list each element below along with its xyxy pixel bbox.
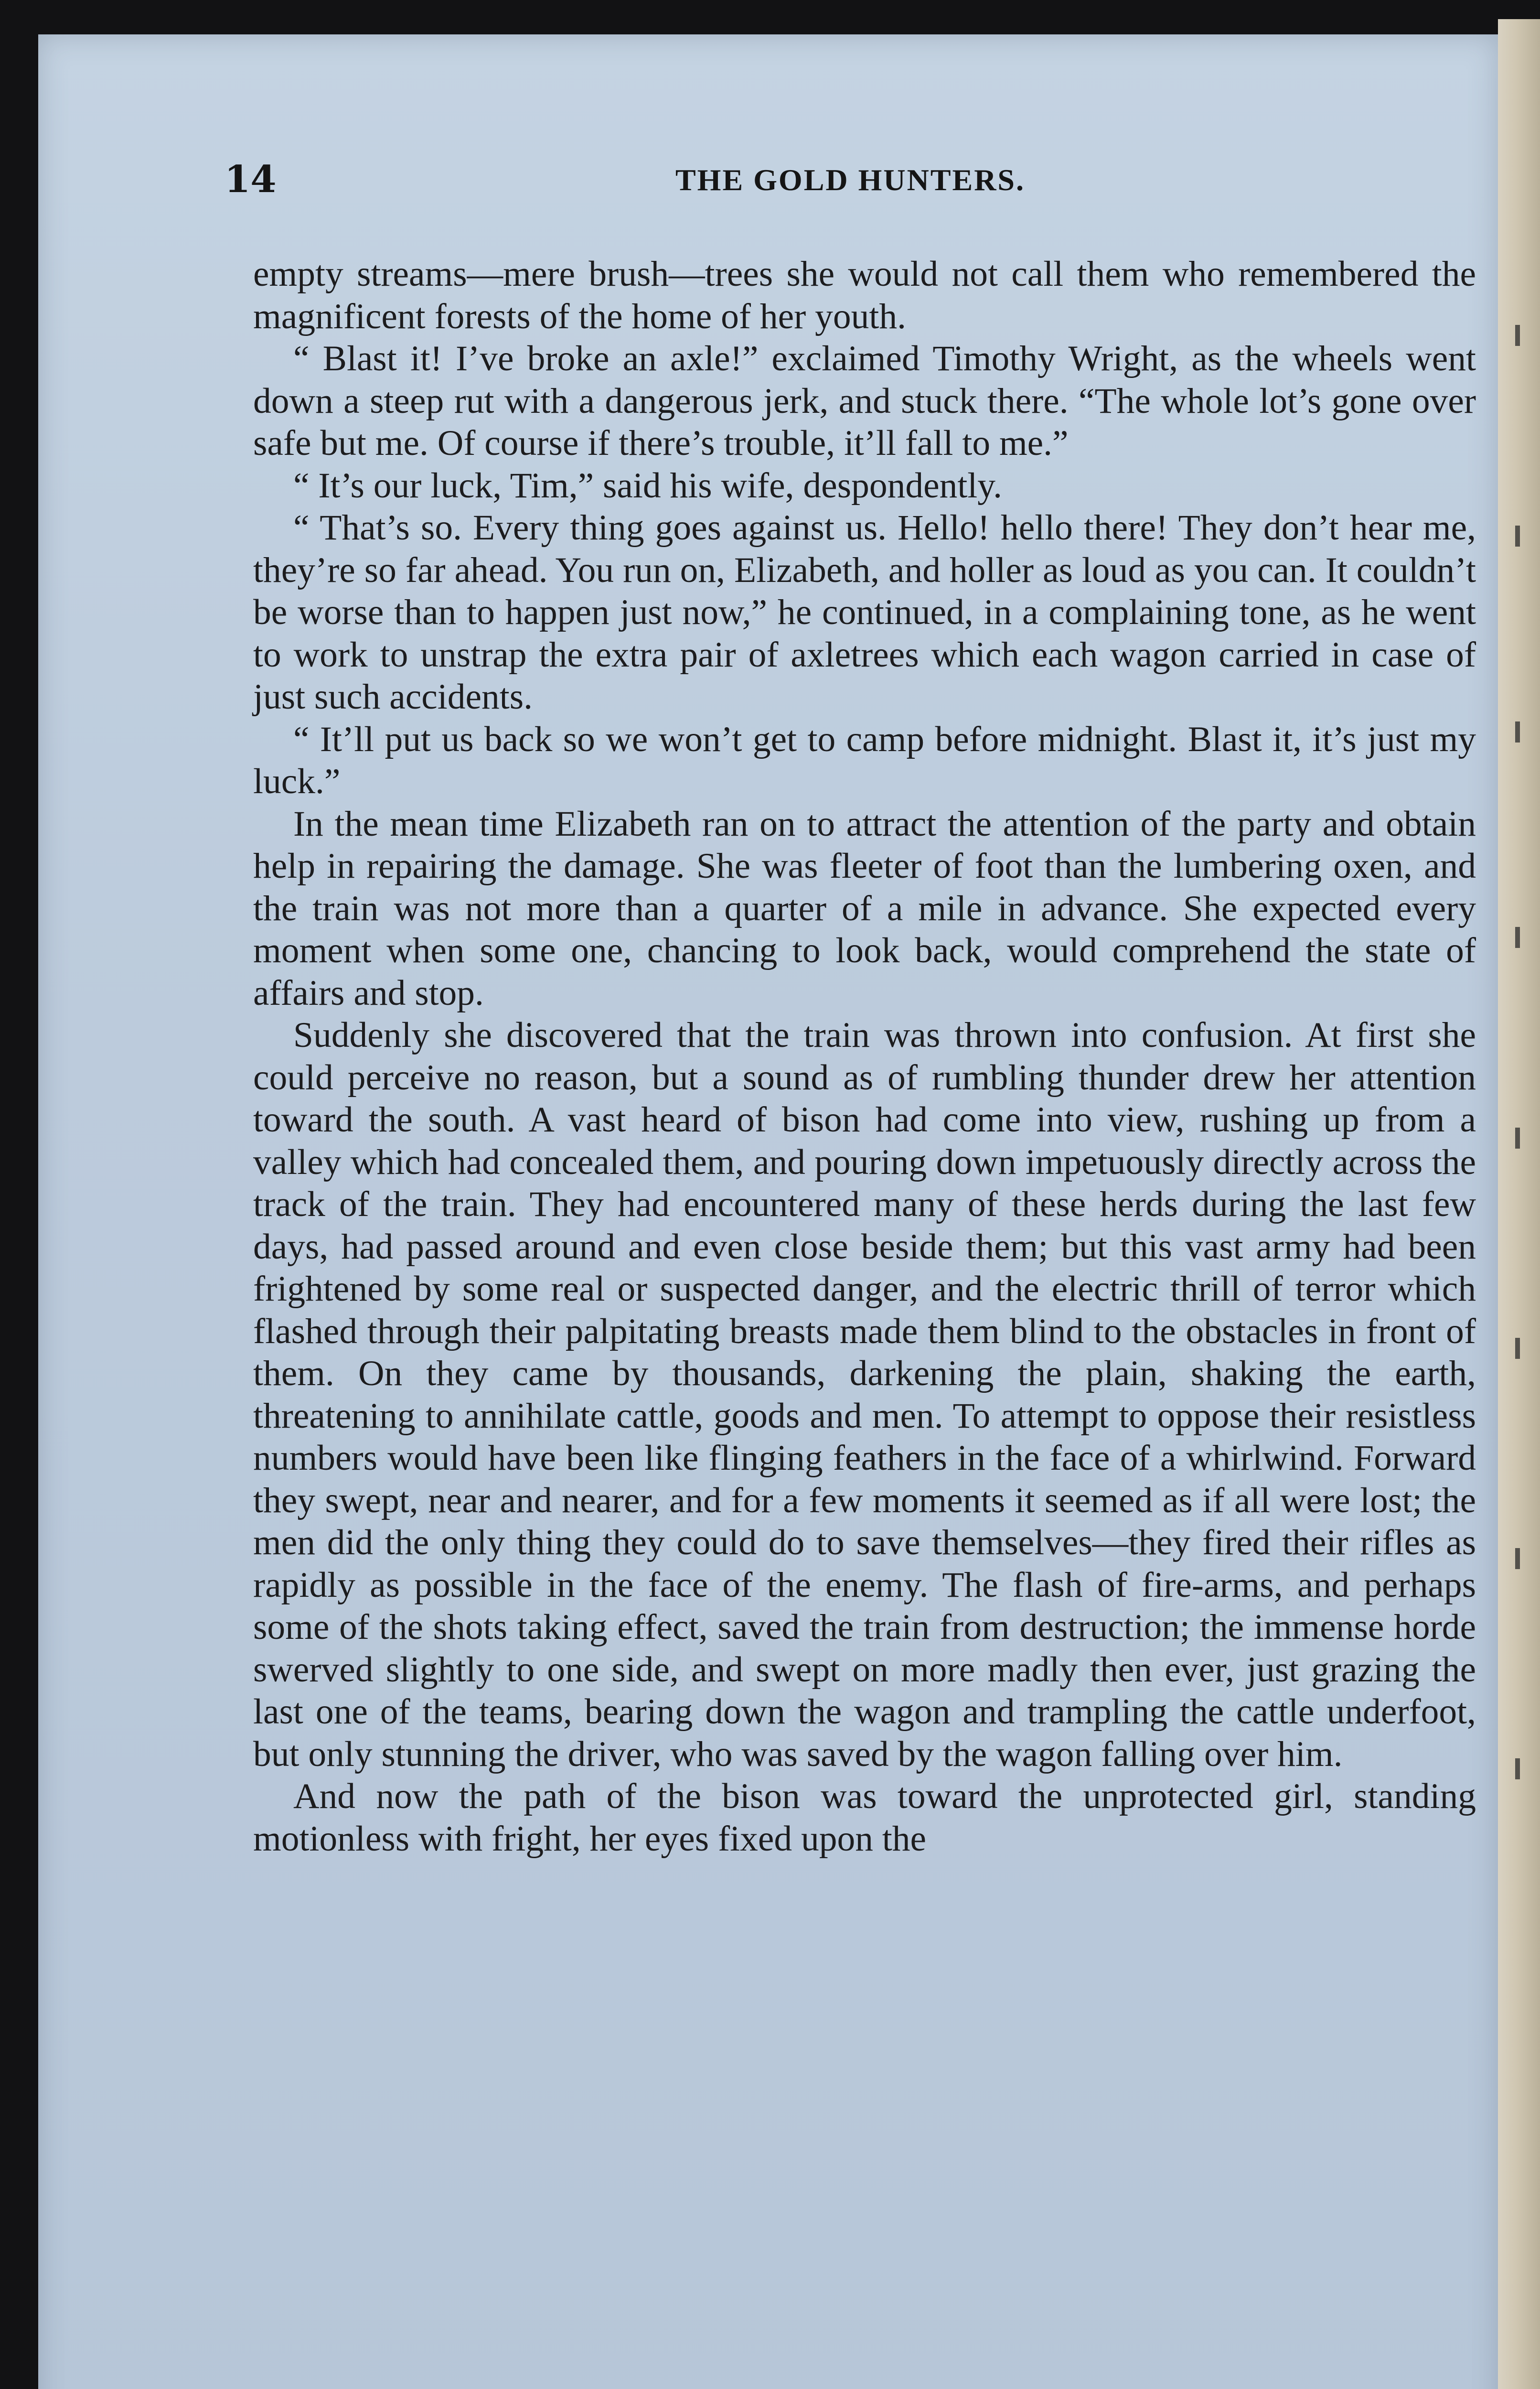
paragraph: empty streams—mere brush—trees she would not call them who remembered the magnificent forests of the home of her youth. [253, 254, 1476, 336]
edge-glyph [1515, 1128, 1520, 1149]
edge-glyph [1515, 721, 1520, 743]
page-number: 14 [225, 158, 277, 201]
paragraph: “ That’s so. Every thing goes against us. Hello! hello there! They don’t hear me, they’re so far ahead. You run on, Elizabeth, and holler as loud as you can. It couldn’t be worse than to happen just now,” he continued, in a complaining tone, as he went to work to unstrap the extra pair of axletrees which each wagon carried in case of just such accidents. [253, 508, 1476, 717]
edge-glyph [1515, 1338, 1520, 1359]
paragraph: “ It’ll put us back so we won’t get to camp before midnight. Blast it, it’s just my luck.” [253, 719, 1476, 801]
edge-glyph [1515, 1548, 1520, 1569]
paragraph: And now the path of the bison was toward the unprotected girl, standing motionless with fright, her eyes fixed upon the [253, 1776, 1476, 1859]
running-title: THE GOLD HUNTERS. [675, 163, 1026, 197]
edge-glyph [1515, 1758, 1520, 1779]
edge-glyph [1515, 927, 1520, 948]
page-header [225, 158, 1476, 210]
adjacent-page-edge [1498, 19, 1540, 2389]
paragraph: “ Blast it! I’ve broke an axle!” exclaimed Timothy Wright, as the wheels went down a steep rut with a dangerous jerk, and stuck there. “The whole lot’s gone over safe but me. Of course if there’s trouble, it’ll fall to me.” [253, 339, 1476, 463]
paragraph: Suddenly she discovered that the train was thrown into confusion. At first she could perceive no reason, but a sound as of rumbling thunder drew her attention toward the south. A vast heard of bison had come into view, rushing up from a valley which had concealed them, and pouring down impetuously directly across the track of the train. They had encountered many of these herds during the last few days, had passed around and even close beside them; but this vast army had been frightened by some real or suspected danger, and the electric thrill of terror which flashed through their palpitating breasts made them blind to the obstacles in front of them. On they came by thousands, darkening the plain, shaking the earth, threatening to annihilate cattle, goods and men. To attempt to oppose their resistless numbers would have been like flinging feathers in the face of a whirlwind. Forward they swept, near and nearer, and for a few moments it seemed as if all were lost; the men did the only thing they could do to save themselves—they fired their rifles as rapidly as possible in the face of the enemy. The flash of fire-arms, and perhaps some of the shots taking effect, saved the train from destruction; the immense horde swerved slightly to one side, and swept on more madly then ever, just grazing the last one of the teams, bearing down the wagon and trampling the cattle underfoot, but only stunning the driver, who was saved by the wagon falling over him. [253, 1015, 1476, 1774]
paragraph: In the mean time Elizabeth ran on to attract the attention of the party and obtain help in repairing the damage. She was fleeter of foot than the lumbering oxen, and the train was not more than a quarter of a mile in advance. She expected every moment when some one, chancing to look back, would comprehend the state of affairs and stop. [253, 804, 1476, 1013]
paragraph: “ It’s our luck, Tim,” said his wife, despondently. [293, 465, 1003, 506]
edge-glyph [1515, 526, 1520, 547]
page-body [253, 253, 1476, 2274]
edge-glyph [1515, 325, 1520, 346]
